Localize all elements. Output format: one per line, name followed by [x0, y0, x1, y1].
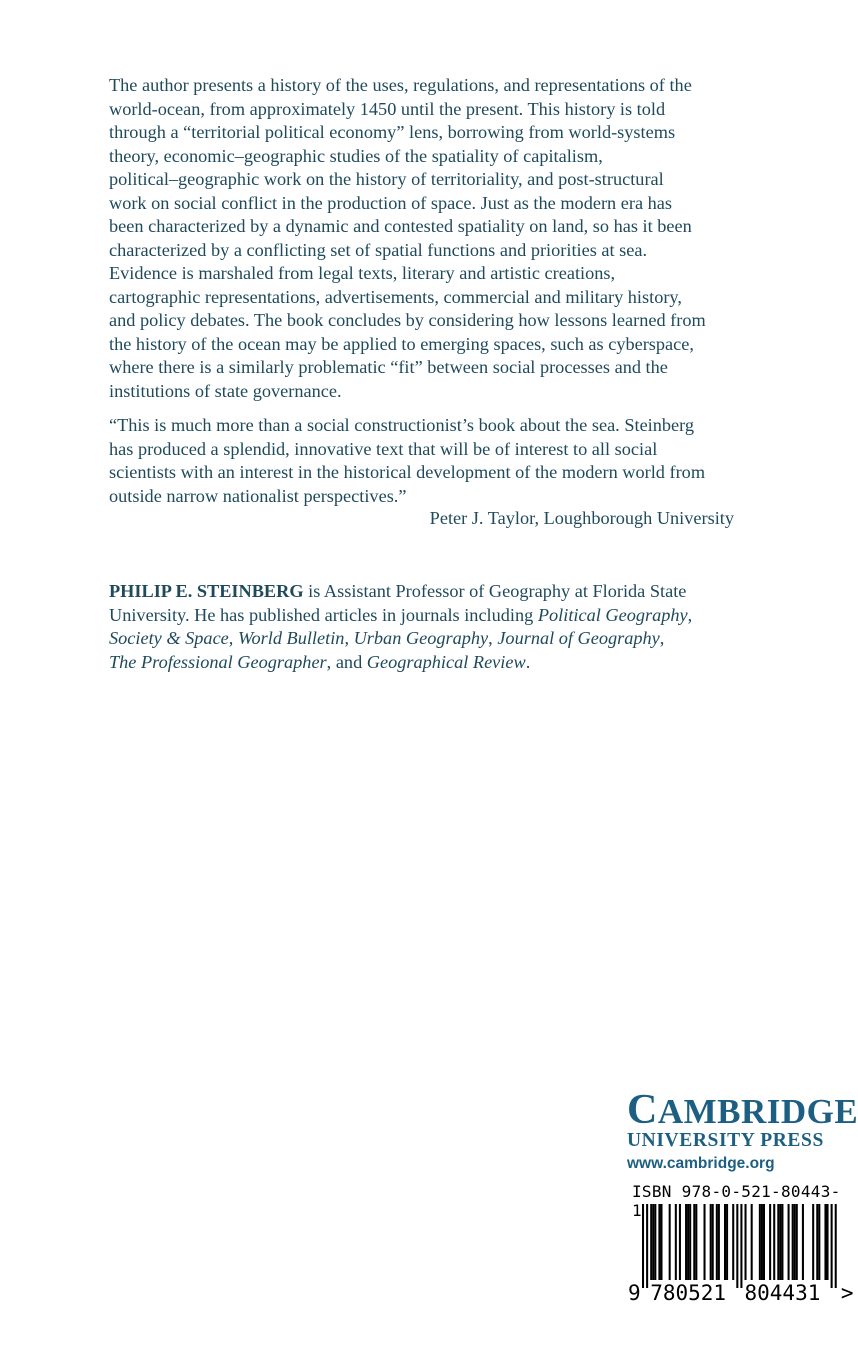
quote-attribution: Peter J. Taylor, Loughborough University [429, 508, 734, 528]
bio-text: University. He has published articles in journals including [109, 604, 538, 625]
bio-text: , [488, 628, 493, 648]
barcode-bar [794, 1204, 796, 1280]
barcode-bar [660, 1204, 662, 1280]
journal-title: Geographical Review [366, 651, 526, 672]
barcode-bar [689, 1204, 691, 1280]
barcode-bars [628, 1204, 854, 1305]
bio-text: , [687, 604, 693, 625]
barcode-bar [769, 1204, 771, 1280]
barcode-bar [802, 1204, 804, 1280]
barcode-bar [751, 1204, 753, 1280]
isbn-label: ISBN 978-0-521-80443-1 [632, 1182, 841, 1220]
description-line: work on social conflict in the production of space. Just as the modern era has [109, 192, 673, 213]
description-line: the history of the ocean may be applied to emerging spaces, such as cyberspace, [109, 333, 694, 354]
publisher-subtitle: UNIVERSITY PRESS [627, 1130, 824, 1151]
barcode-bar [827, 1204, 829, 1280]
barcode-bar [818, 1204, 820, 1280]
barcode-bar [824, 1204, 826, 1280]
author-name: PHILIP E. STEINBERG [109, 581, 304, 601]
barcode-bar [736, 1204, 738, 1288]
bio-text: , [659, 628, 665, 648]
publisher-url[interactable]: www.cambridge.org [627, 1155, 775, 1172]
barcode-quiet-zone-marker: > [840, 1281, 854, 1305]
barcode-bar [693, 1204, 695, 1280]
barcode-bar [792, 1204, 794, 1280]
barcode-bar [710, 1204, 712, 1280]
barcode-bar [779, 1204, 781, 1280]
description-line: and policy debates. The book concludes by considering how lessons learned from [109, 310, 706, 330]
barcode-bar [812, 1204, 814, 1280]
description-line: where there is a similarly problematic “fit” between social processes and the [109, 357, 668, 377]
barcode-bar [652, 1204, 654, 1280]
barcode-bar [716, 1204, 718, 1280]
book-description [109, 74, 706, 403]
barcode-bar [788, 1204, 790, 1280]
bio-text: , and [326, 651, 367, 672]
barcode-bar [687, 1204, 689, 1280]
barcode-bar [642, 1204, 644, 1288]
description-line: cartographic representations, advertisements, commercial and military history, [109, 286, 682, 307]
barcode-bar [646, 1204, 648, 1288]
barcode [628, 1182, 854, 1305]
description-line: theory, economic–geographic studies of the spatiality of capitalism, [109, 145, 603, 166]
barcode-bar [816, 1204, 818, 1280]
barcode-bar [781, 1204, 783, 1280]
barcode-bar [675, 1204, 677, 1280]
bio-text: , [344, 628, 350, 648]
description-line: characterized by a conflicting set of spatial functions and priorities at sea. [109, 239, 648, 260]
quote-line: “This is much more than a social constructionist’s book about the sea. Steinberg [109, 415, 695, 435]
bio-text: . [525, 651, 531, 672]
barcode-bar [831, 1204, 833, 1288]
journal-title: Society & Space [109, 628, 229, 648]
journal-title: Political Geography [537, 604, 688, 625]
barcode-bar [654, 1204, 656, 1280]
barcode-digits-left: 780521 [650, 1281, 727, 1305]
barcode-bar [796, 1204, 798, 1280]
barcode-bar [835, 1204, 837, 1288]
description-line: political–geographic work on the history of territoriality, and post-structural [109, 169, 664, 189]
barcode-bar [679, 1204, 681, 1280]
barcode-bar [650, 1204, 652, 1280]
bio-text: is Assistant Professor of Geography at Florida State [303, 581, 687, 601]
barcode-bar [724, 1204, 726, 1280]
publisher-logo [627, 1087, 858, 1173]
journal-title: World Bulletin [237, 628, 345, 648]
description-line: through a “territorial political economy” lens, borrowing from world-systems [109, 122, 676, 142]
barcode-bar [740, 1204, 742, 1288]
journal-title: Journal of Geography [497, 628, 660, 648]
barcode-bar [759, 1204, 761, 1280]
quote-line: outside narrow nationalist perspectives.” [109, 485, 407, 506]
review-quote [109, 414, 705, 508]
barcode-bar [773, 1204, 775, 1280]
barcode-bar [777, 1204, 779, 1280]
barcode-bar [704, 1204, 706, 1280]
barcode-bar [732, 1204, 734, 1280]
quote-line: scientists with an interest in the historical development of the modern world from [109, 462, 706, 482]
description-line: Evidence is marshaled from legal texts, literary and artistic creations, [109, 263, 616, 283]
description-line: been characterized by a dynamic and contested spatiality on land, so has it been [109, 216, 692, 236]
quote-line: has produced a splendid, innovative text that will be of interest to all social [109, 438, 658, 459]
barcode-digits-right: 804431 [744, 1281, 821, 1305]
barcode-bar [726, 1204, 728, 1280]
description-line: The author presents a history of the uses, regulations, and representations of the [109, 75, 692, 95]
author-bio [109, 580, 692, 674]
journal-title: The Professional Geographer [109, 651, 327, 672]
barcode-bar [763, 1204, 765, 1280]
publisher-name: CAMBRIDGE [627, 1087, 858, 1133]
description-line: institutions of state governance. [109, 380, 342, 401]
description-line: world-ocean, from approximately 1450 until the present. This history is told [109, 98, 666, 119]
bio-text: , [228, 628, 234, 648]
barcode-bar [669, 1204, 671, 1280]
barcode-digit: 9 [628, 1281, 641, 1305]
barcode-bar [658, 1204, 660, 1280]
barcode-bar [761, 1204, 763, 1280]
barcode-bar [695, 1204, 697, 1280]
barcode-bar [745, 1204, 747, 1280]
barcode-bar [712, 1204, 714, 1280]
journal-title: Urban Geography [353, 628, 489, 648]
barcode-bar [685, 1204, 687, 1280]
barcode-bar [718, 1204, 720, 1280]
